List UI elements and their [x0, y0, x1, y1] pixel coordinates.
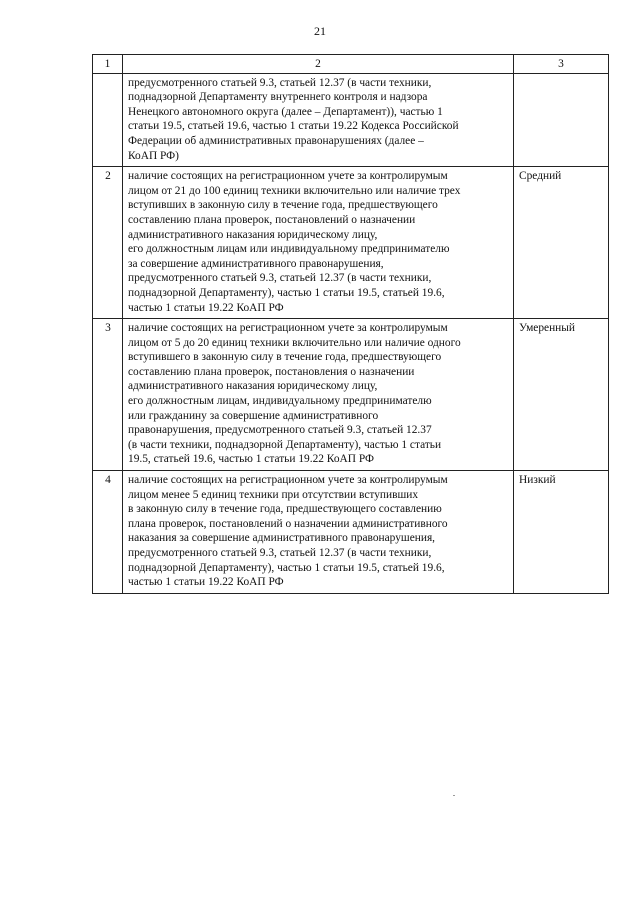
table-header-row	[93, 55, 609, 74]
criteria-text-cell	[123, 471, 514, 594]
criteria-text-line: наличие состоящих на регистрационном учете за контролирумым	[128, 474, 448, 487]
criteria-text-line: его должностным лицам, индивидуальному предпринимателю	[128, 395, 432, 408]
criteria-text-line: Ненецкого автономного округа (далее – Департамент)), частью 1	[128, 105, 443, 118]
risk-level-cell: Умеренный	[514, 319, 609, 471]
criteria-text-line: наличие состоящих на регистрационном учете за контролирумым	[128, 322, 448, 335]
criteria-text-line: административного наказания юридическому лицу,	[128, 380, 378, 393]
criteria-text-line: наказания за совершение административного правонарушения,	[128, 532, 436, 545]
row-number-cell: 3	[93, 319, 123, 471]
table-row	[93, 73, 609, 167]
page-number: 21	[314, 24, 326, 38]
criteria-text-cell	[123, 319, 514, 471]
criteria-text-line: наличие состоящих на регистрационном учете за контролирумым	[128, 170, 448, 183]
criteria-text-cell	[123, 73, 514, 167]
criteria-text-line: за совершение административного правонарушения,	[128, 257, 384, 270]
criteria-text-line: КоАП РФ)	[128, 149, 179, 162]
risk-category-table	[92, 54, 609, 594]
risk-level-cell: Низкий	[514, 471, 609, 594]
criteria-text-line: предусмотренного статьей 9.3, статьей 12.37 (в части техники,	[128, 272, 432, 285]
criteria-text-line: вступивших в законную силу в течение года, предшествующего	[128, 199, 438, 212]
header-cell-3: 3	[514, 55, 609, 74]
table-row	[93, 167, 609, 319]
criteria-text-line: частью 1 статьи 19.22 КоАП РФ	[128, 301, 284, 314]
criteria-text-line: правонарушения, предусмотренного статьей 9.3, статьей 12.37	[128, 424, 432, 437]
criteria-text-line: предусмотренного статьей 9.3, статьей 12.37 (в части техники,	[128, 76, 432, 89]
criteria-text-line: составлению плана проверок, постановления о назначении	[128, 365, 415, 378]
criteria-text-line: поднадзорной Департаменту), частью 1 статьи 19.5, статьей 19.6,	[128, 561, 445, 574]
row-number-cell	[93, 73, 123, 167]
criteria-text-line: или гражданину за совершение административного	[128, 409, 379, 422]
criteria-text-line: его должностным лицам или индивидуальному предпринимателю	[128, 243, 450, 256]
criteria-text-line: плана проверок, постановлений о назначении административного	[128, 517, 448, 530]
criteria-text-line: составлению плана проверок, постановлений о назначении	[128, 213, 416, 226]
criteria-text-line: статьи 19.5, статьей 19.6, частью 1 статьи 19.22 Кодекса Российской	[128, 120, 459, 133]
criteria-text-line: Федерации об административных правонарушениях (далее –	[128, 134, 424, 147]
criteria-text-line: (в части техники, поднадзорной Департаменту), частью 1 статьи	[128, 438, 442, 451]
criteria-text-cell	[123, 167, 514, 319]
criteria-text-line: лицом от 5 до 20 единиц техники включительно или наличие одного	[128, 336, 461, 349]
header-cell-1: 1	[93, 55, 123, 74]
row-number-cell: 4	[93, 471, 123, 594]
criteria-text-line: частью 1 статьи 19.22 КоАП РФ	[128, 576, 284, 589]
criteria-text-line: поднадзорной Департаменту), частью 1 статьи 19.5, статьей 19.6,	[128, 286, 445, 299]
scan-speck	[453, 795, 455, 796]
table-row	[93, 471, 609, 594]
table-body	[93, 73, 609, 593]
criteria-text-line: вступившего в законную силу в течение года, предшествующего	[128, 351, 442, 364]
header-cell-2: 2	[123, 55, 514, 74]
criteria-text-line: в законную силу в течение года, предшествующего составлению	[128, 503, 442, 516]
row-number-cell: 2	[93, 167, 123, 319]
criteria-text-line: лицом от 21 до 100 единиц техники включительно или наличие трех	[128, 184, 461, 197]
risk-level-cell	[514, 73, 609, 167]
criteria-text-line: 19.5, статьей 19.6, частью 1 статьи 19.22 КоАП РФ	[128, 453, 374, 466]
criteria-text-line: лицом менее 5 единиц техники при отсутствии вступивших	[128, 488, 419, 501]
criteria-text-line: административного наказания юридическому лицу,	[128, 228, 378, 241]
criteria-text-line: предусмотренного статьей 9.3, статьей 12.37 (в части техники,	[128, 547, 432, 559]
criteria-text-line: поднадзорной Департаменту внутреннего контроля и надзора	[128, 91, 428, 104]
table-row	[93, 319, 609, 471]
risk-level-cell: Средний	[514, 167, 609, 319]
